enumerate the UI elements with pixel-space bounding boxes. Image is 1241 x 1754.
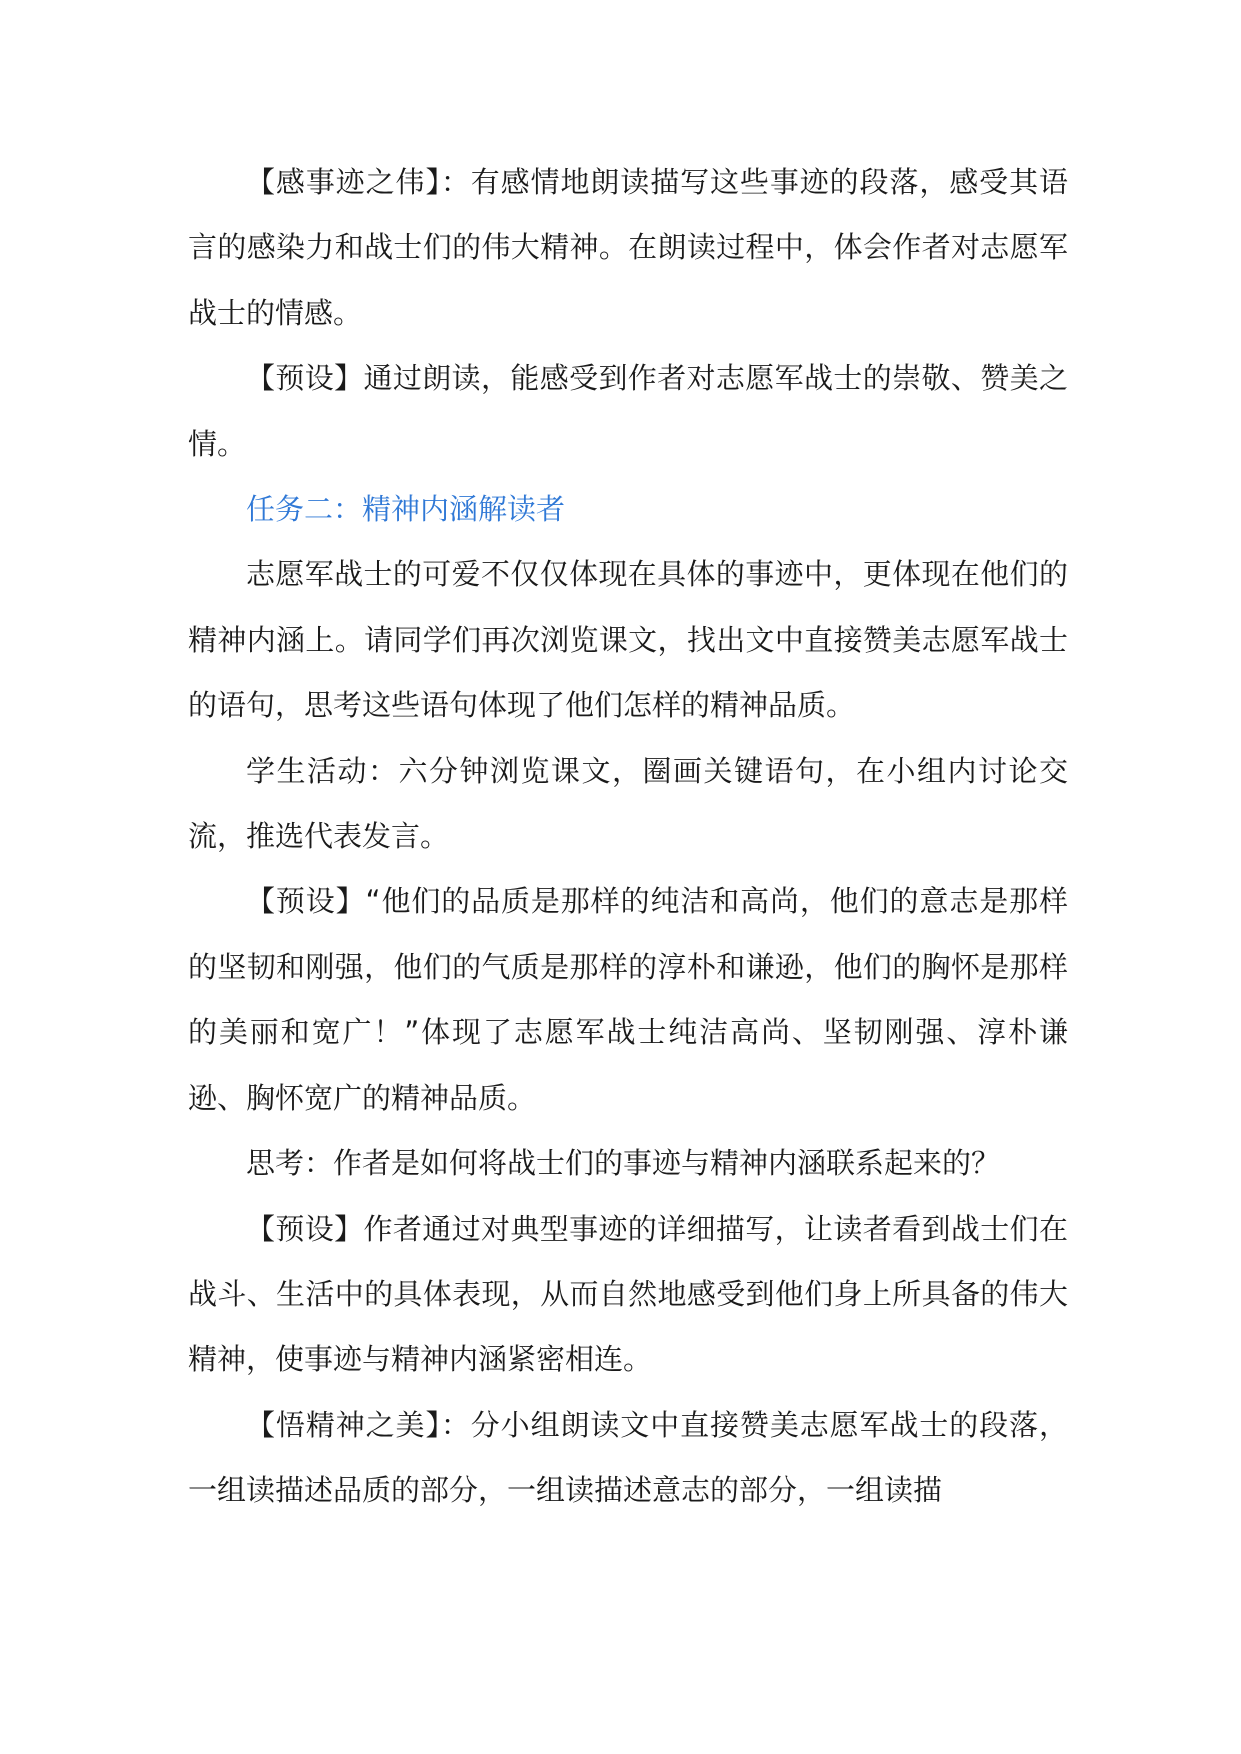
paragraph-student-activity: 学生活动：六分钟浏览课文，圈画关键语句，在小组内讨论交流，推选代表发言。 <box>188 753 1068 854</box>
paragraph-thinking-question: 思考：作者是如何将战士们的事迹与精神内涵联系起来的？ <box>246 1146 1001 1181</box>
paragraph-spirit-intro: 志愿军战士的可爱不仅仅体现在具体的事迹中，更体现在他们的精神内涵上。请同学们再次浏览课文，找出文中直接赞美志愿军战士的语句，思考这些语句体现了他们怎样的精神品质。 <box>188 557 1068 723</box>
paragraph-preset-quote: 【预设】“他们的品质是那样的纯洁和高尚，他们的意志是那样的坚韧和刚强，他们的气质是那样的淳朴和谦逊，他们的胸怀是那样的美丽和宽广！”体现了志愿军战士纯洁高尚、坚韧刚强、淳朴谦逊、胸怀宽广的精神品质。 <box>188 884 1068 1115</box>
paragraph-preset-reading: 【预设】通过朗读，能感受到作者对志愿军战士的崇敬、赞美之情。 <box>188 361 1068 461</box>
paragraph-spirit-reading: 【悟精神之美】：分小组朗读文中直接赞美志愿军战士的段落，一组读描述品质的部分，一组读描述意志的部分，一组读描 <box>188 1407 1068 1508</box>
document-body <box>188 150 1068 1524</box>
paragraph-reading-task: 【感事迹之伟】：有感情地朗读描写这些事迹的段落，感受其语言的感染力和战士们的伟大精神。在朗读过程中，体会作者对志愿军战士的情感。 <box>188 165 1068 330</box>
section-heading-task-two: 任务二：精神内涵解读者 <box>246 492 566 527</box>
paragraph-preset-answer: 【预设】作者通过对典型事迹的详细描写，让读者看到战士们在战斗、生活中的具体表现，从而自然地感受到他们身上所具备的伟大精神，使事迹与精神内涵紧密相连。 <box>188 1211 1068 1377</box>
